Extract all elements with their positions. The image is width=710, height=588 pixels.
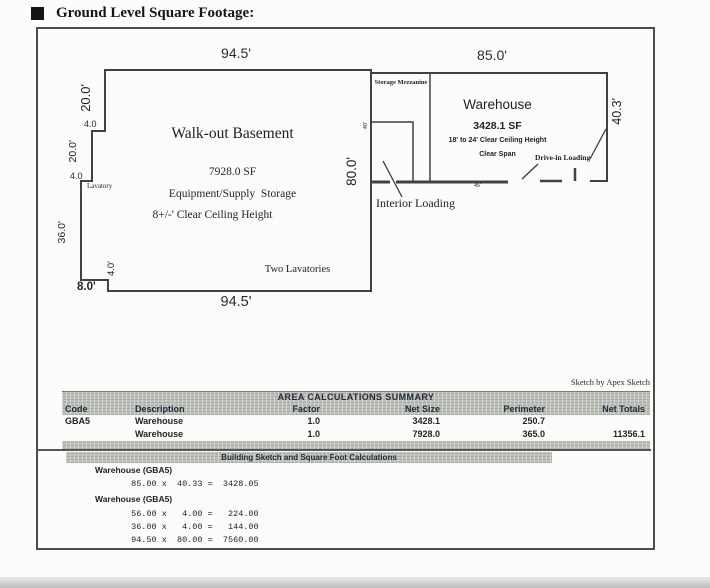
basement-title: Walk-out Basement bbox=[171, 125, 294, 142]
storage-mezzanine-label: Storage Mezzanine bbox=[374, 79, 428, 86]
col-header-net-size: Net Size bbox=[404, 404, 440, 414]
page-title: Ground Level Square Footage: bbox=[56, 5, 255, 21]
basement-outline bbox=[81, 70, 371, 291]
basement-left-dim-20-upper: 20.0' bbox=[78, 84, 93, 112]
calculations-section-title: Building Sketch and Square Foot Calculations bbox=[66, 452, 552, 463]
cell-perimeter: 365.0 bbox=[522, 429, 545, 439]
basement-lavatories-note: Two Lavatories bbox=[264, 264, 331, 275]
table-row bbox=[62, 428, 650, 441]
table-row bbox=[62, 415, 650, 428]
table-bottom-shade bbox=[62, 441, 650, 449]
lavatory-label: Lavatory bbox=[87, 182, 113, 190]
warehouse-clear-span-label: Clear Span bbox=[479, 151, 516, 158]
cell-factor: 1.0 bbox=[307, 416, 320, 426]
col-header-description: Description bbox=[135, 404, 185, 414]
calc-line: 85.00 x 40.33 = 3428.05 bbox=[126, 479, 259, 489]
table-header-row bbox=[62, 403, 650, 415]
warehouse-right-dim-40: 40.3' bbox=[610, 98, 624, 125]
basement-bottom-dim-8: 8.0' bbox=[77, 281, 96, 293]
warehouse-title: Warehouse bbox=[463, 97, 532, 112]
basement-left-dim-20-lower: 20.0' bbox=[67, 140, 79, 163]
cell-factor: 1.0 bbox=[307, 429, 320, 439]
scan-edge-shadow bbox=[0, 577, 710, 588]
cell-net-size: 7928.0 bbox=[412, 429, 440, 439]
cell-net-totals: 11356.1 bbox=[612, 429, 645, 439]
basement-use-label: Equipment/Supply Storage bbox=[168, 188, 297, 200]
basement-bottom-dim-4: 4.0' bbox=[106, 261, 117, 277]
calc-line: 94.50 x 80.00 = 7560.00 bbox=[126, 535, 259, 545]
section-divider bbox=[36, 449, 651, 451]
table-title: AREA CALCULATIONS SUMMARY bbox=[62, 391, 650, 403]
cell-net-size: 3428.1 bbox=[412, 416, 440, 426]
cell-net-totals bbox=[545, 415, 645, 428]
warehouse-area-label: 3428.1 SF bbox=[473, 120, 522, 132]
cell-code: GBA5 bbox=[65, 416, 91, 426]
col-header-factor: Factor bbox=[292, 404, 320, 414]
basement-right-dim-80: 80.0' bbox=[344, 157, 359, 186]
col-header-code: Code bbox=[65, 404, 88, 414]
calc-group-label: Warehouse (GBA5) bbox=[95, 494, 173, 504]
basement-left-dim-4-upper: 4.0 bbox=[84, 119, 97, 129]
calc-line: 56.00 x 4.00 = 224.00 bbox=[126, 509, 259, 519]
cell-code bbox=[62, 428, 135, 441]
drive-in-door-dashes bbox=[540, 168, 575, 181]
calc-group-label: Warehouse (GBA5) bbox=[95, 465, 173, 475]
basement-left-dim-4-lower: 4.0 bbox=[70, 171, 83, 181]
basement-ceiling-label: 8+/-' Clear Ceiling Height bbox=[152, 209, 273, 221]
col-header-net-totals: Net Totals bbox=[602, 404, 645, 414]
drive-in-loading-label: Drive-in Loading bbox=[535, 153, 591, 162]
warehouse-wall-small-dim: 45' bbox=[474, 183, 482, 189]
calc-line: 36.00 x 4.00 = 144.00 bbox=[126, 522, 259, 532]
basement-area-label: 7928.0 SF bbox=[208, 166, 257, 178]
basement-top-dimension: 94.5' bbox=[221, 45, 251, 61]
warehouse-ceiling-label: 18' to 24' Clear Ceiling Height bbox=[448, 137, 547, 144]
interior-loading-label: Interior Loading bbox=[376, 196, 455, 210]
sketch-credit: Sketch by Apex Sketch bbox=[570, 377, 650, 387]
col-header-perimeter: Perimeter bbox=[503, 404, 545, 414]
warehouse-top-dimension: 85.0' bbox=[477, 47, 507, 63]
cell-description: Warehouse bbox=[135, 429, 184, 439]
area-calculations-table bbox=[62, 391, 650, 449]
cell-perimeter: 250.7 bbox=[522, 416, 545, 426]
basement-bottom-dimension: 94.5' bbox=[220, 294, 252, 310]
interior-loading-leader-line bbox=[383, 161, 402, 197]
interior-box-small-dim: 40' bbox=[363, 122, 369, 130]
cell-description: Warehouse bbox=[135, 416, 184, 426]
basement-left-dim-36: 36.0' bbox=[56, 221, 68, 244]
interior-loading-box bbox=[371, 122, 413, 182]
